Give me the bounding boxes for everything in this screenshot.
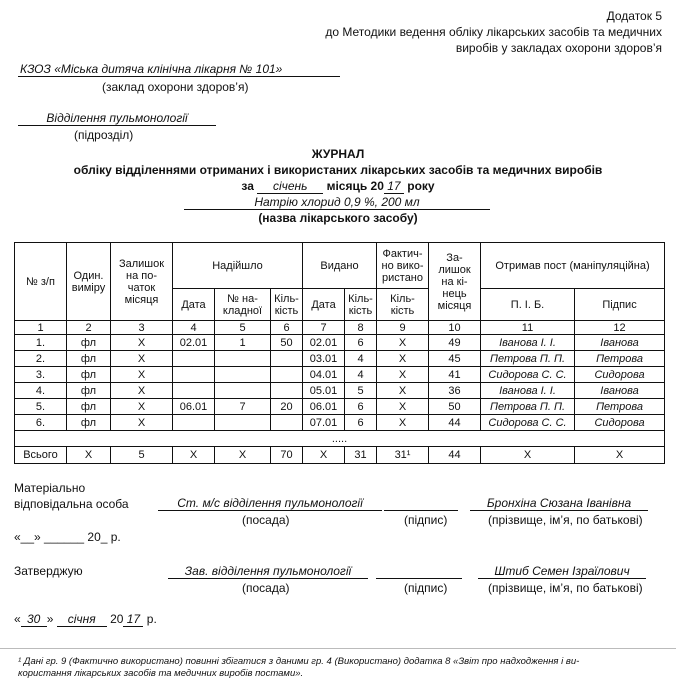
- row-received-qty: 50: [271, 335, 303, 351]
- row-issued-qty: 5: [345, 383, 377, 399]
- row-post-sign: Іванова: [575, 383, 665, 399]
- appendix-header: [325, 8, 662, 56]
- table-row: [15, 367, 665, 383]
- total-post-name: Х: [481, 447, 575, 464]
- col-number: 4: [173, 321, 215, 335]
- responsible-signature-caption: (підпис): [404, 513, 448, 527]
- row-balance-end: 50: [429, 399, 481, 415]
- table-row: [15, 335, 665, 351]
- total-used: 31¹: [377, 447, 429, 464]
- row-received-invoice: [215, 351, 271, 367]
- row-balance-end: 36: [429, 383, 481, 399]
- row-received-invoice: [215, 383, 271, 399]
- table-row: [15, 399, 665, 415]
- row-received-date: [173, 351, 215, 367]
- col-number: 1: [15, 321, 67, 335]
- row-post-name: Сидорова С. С.: [481, 415, 575, 431]
- footnote-line: користання лікарських засобів та медичних виробів постами».: [18, 668, 304, 679]
- responsible-label: [14, 480, 129, 512]
- total-label: Всього: [15, 447, 67, 464]
- row-issued-date: 02.01: [303, 335, 345, 351]
- ellipsis: .....: [15, 431, 665, 447]
- header-num: № з/п: [15, 243, 67, 321]
- responsible-label-line: відповідальна особа: [14, 497, 129, 511]
- header-issued-date: Дата: [303, 289, 345, 321]
- period-prefix: за: [241, 179, 254, 193]
- institution-name: КЗОЗ «Міська дитяча клінічна лікарня № 101»: [18, 62, 340, 77]
- approve-day: 30: [21, 612, 47, 627]
- responsible-date: «__» ______ 20_ р.: [14, 530, 121, 544]
- row-num: 2.: [15, 351, 67, 367]
- period-year: 17: [384, 179, 404, 194]
- approve-signature-caption: (підпис): [404, 581, 448, 595]
- row-post-sign: Іванова: [575, 335, 665, 351]
- journal-table: [14, 242, 665, 464]
- responsible-person: Бронхіна Сюзана Іванівна: [470, 496, 648, 511]
- row-post-name: Іванова І. І.: [481, 383, 575, 399]
- header-received: Надійшло: [173, 243, 303, 289]
- row-unit: фл: [67, 415, 111, 431]
- total-received-qty: 70: [271, 447, 303, 464]
- col-number: 6: [271, 321, 303, 335]
- institution-caption: (заклад охорони здоров’я): [102, 80, 249, 94]
- row-received-invoice: 7: [215, 399, 271, 415]
- header-unit: Один. виміру: [67, 243, 111, 321]
- period-suffix: року: [407, 179, 435, 193]
- col-number: 8: [345, 321, 377, 335]
- header-received-invoice: № на-кладної: [215, 289, 271, 321]
- col-number: 10: [429, 321, 481, 335]
- header-received-date: Дата: [173, 289, 215, 321]
- header-post: Отримав пост (маніпуляційна): [481, 243, 665, 289]
- col-number: 5: [215, 321, 271, 335]
- row-received-date: [173, 415, 215, 431]
- row-received-qty: [271, 383, 303, 399]
- approve-month: січня: [57, 612, 107, 627]
- row-received-qty: 20: [271, 399, 303, 415]
- approve-person-caption: (прізвище, ім’я, по батькові): [488, 581, 643, 595]
- row-issued-date: 03.01: [303, 351, 345, 367]
- row-unit: фл: [67, 383, 111, 399]
- total-received-date: Х: [173, 447, 215, 464]
- row-received-invoice: [215, 367, 271, 383]
- row-received-date: [173, 383, 215, 399]
- total-issued-date: Х: [303, 447, 345, 464]
- row-balance-start: Х: [111, 335, 173, 351]
- header-balance-start: Залишок на по-чаток місяця: [111, 243, 173, 321]
- row-unit: фл: [67, 399, 111, 415]
- row-post-sign: Сидорова: [575, 415, 665, 431]
- header-used: Фактич-но вико-ристано: [377, 243, 429, 289]
- row-balance-start: Х: [111, 415, 173, 431]
- approve-label: Затверджую: [14, 564, 83, 578]
- col-number: 3: [111, 321, 173, 335]
- column-numbers-row: [15, 321, 665, 335]
- row-balance-start: Х: [111, 399, 173, 415]
- row-num: 5.: [15, 399, 67, 415]
- footnote-separator: [0, 648, 676, 649]
- row-unit: фл: [67, 335, 111, 351]
- header-post-name: П. І. Б.: [481, 289, 575, 321]
- row-used: Х: [377, 367, 429, 383]
- row-received-qty: [271, 351, 303, 367]
- col-number: 7: [303, 321, 345, 335]
- row-post-name: Сидорова С. С.: [481, 367, 575, 383]
- total-balance-end: 44: [429, 447, 481, 464]
- appendix-number: Додаток 5: [606, 9, 662, 23]
- journal-period: [0, 179, 676, 194]
- approve-year-prefix: 20: [110, 612, 124, 626]
- header-used-qty: Кіль-кість: [377, 289, 429, 321]
- row-used: Х: [377, 383, 429, 399]
- date-quote-close: »: [46, 612, 54, 626]
- row-balance-end: 45: [429, 351, 481, 367]
- header-received-qty: Кіль-кість: [271, 289, 303, 321]
- drug-caption: (назва лікарського засобу): [258, 211, 418, 225]
- table-row: [15, 415, 665, 431]
- row-unit: фл: [67, 351, 111, 367]
- row-issued-date: 06.01: [303, 399, 345, 415]
- row-issued-qty: 6: [345, 335, 377, 351]
- approve-date: [14, 612, 157, 627]
- row-num: 6.: [15, 415, 67, 431]
- approve-signature-line: [376, 564, 462, 579]
- row-received-date: 02.01: [173, 335, 215, 351]
- row-issued-date: 05.01: [303, 383, 345, 399]
- footnote: [18, 656, 668, 680]
- journal-subtitle: обліку відділеннями отриманих і використаних лікарських засобів та медичних виробів: [73, 163, 603, 177]
- row-issued-qty: 4: [345, 351, 377, 367]
- row-num: 4.: [15, 383, 67, 399]
- col-number: 11: [481, 321, 575, 335]
- col-number: 2: [67, 321, 111, 335]
- row-post-sign: Сидорова: [575, 367, 665, 383]
- period-mid: місяць 20: [326, 179, 384, 193]
- responsible-label-line: Матеріально: [14, 481, 86, 495]
- total-row: [15, 447, 665, 464]
- header-balance-end: За-лишок на кі-нець місяця: [429, 243, 481, 321]
- total-issued-qty: 31: [345, 447, 377, 464]
- row-used: Х: [377, 399, 429, 415]
- col-number: 12: [575, 321, 665, 335]
- ellipsis-row: [15, 431, 665, 447]
- header-post-sign: Підпис: [575, 289, 665, 321]
- row-issued-date: 04.01: [303, 367, 345, 383]
- row-received-date: [173, 367, 215, 383]
- total-received-invoice: Х: [215, 447, 271, 464]
- period-month: січень: [257, 179, 323, 194]
- approve-position: Зав. відділення пульмонології: [168, 564, 368, 579]
- responsible-person-caption: (прізвище, ім’я, по батькові): [488, 513, 643, 527]
- row-received-invoice: [215, 415, 271, 431]
- responsible-position-caption: (посада): [242, 513, 290, 527]
- table-row: [15, 351, 665, 367]
- row-balance-end: 41: [429, 367, 481, 383]
- row-num: 1.: [15, 335, 67, 351]
- row-unit: фл: [67, 367, 111, 383]
- date-quote-open: «: [14, 612, 21, 626]
- row-used: Х: [377, 351, 429, 367]
- approve-year: 17: [123, 612, 143, 627]
- row-balance-start: Х: [111, 351, 173, 367]
- journal-title: ЖУРНАЛ: [311, 147, 365, 161]
- methodology-line: виробів у закладах охорони здоров’я: [455, 41, 662, 55]
- row-received-qty: [271, 415, 303, 431]
- row-post-sign: Петрова: [575, 399, 665, 415]
- row-received-invoice: 1: [215, 335, 271, 351]
- row-used: Х: [377, 415, 429, 431]
- approve-year-suffix: р.: [146, 612, 157, 626]
- drug-name: Натрію хлорид 0,9 %, 200 мл: [184, 195, 490, 210]
- header-issued-qty: Кіль-кість: [345, 289, 377, 321]
- row-balance-start: Х: [111, 383, 173, 399]
- row-received-qty: [271, 367, 303, 383]
- row-issued-qty: 6: [345, 415, 377, 431]
- row-issued-qty: 6: [345, 399, 377, 415]
- row-balance-end: 44: [429, 415, 481, 431]
- row-issued-qty: 4: [345, 367, 377, 383]
- row-post-name: Петрова П. П.: [481, 399, 575, 415]
- row-balance-end: 49: [429, 335, 481, 351]
- total-post-sign: Х: [575, 447, 665, 464]
- row-balance-start: Х: [111, 367, 173, 383]
- footnote-line: ¹ Дані гр. 9 (Фактично використано) повинні збігатися з даними гр. 4 (Використано) додатка 8 «Звіт про надходження і ви-: [18, 656, 580, 667]
- table-row: [15, 383, 665, 399]
- total-balance-start: 5: [111, 447, 173, 464]
- methodology-line: до Методики ведення обліку лікарських засобів та медичних: [325, 25, 662, 39]
- row-used: Х: [377, 335, 429, 351]
- row-num: 3.: [15, 367, 67, 383]
- row-post-name: Петрова П. П.: [481, 351, 575, 367]
- responsible-signature-line: [384, 496, 458, 511]
- total-unit: Х: [67, 447, 111, 464]
- row-post-sign: Петрова: [575, 351, 665, 367]
- department-caption: (підрозділ): [74, 128, 134, 142]
- col-number: 9: [377, 321, 429, 335]
- approve-person: Штиб Семен Ізраїлович: [478, 564, 646, 579]
- department-name: Відділення пульмонології: [18, 111, 216, 126]
- row-issued-date: 07.01: [303, 415, 345, 431]
- row-received-date: 06.01: [173, 399, 215, 415]
- approve-position-caption: (посада): [242, 581, 290, 595]
- row-post-name: Іванова І. І.: [481, 335, 575, 351]
- responsible-position: Ст. м/с відділення пульмонології: [158, 496, 382, 511]
- header-issued: Видано: [303, 243, 377, 289]
